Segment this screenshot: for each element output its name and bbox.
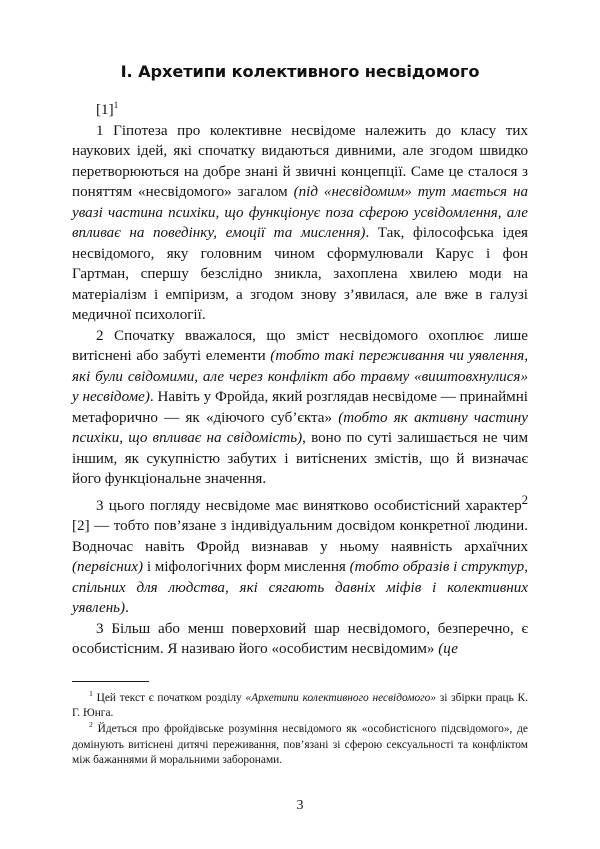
text-run: 2 Спочатку вважалося, що зміст несвідомого охоплює лише витіснені або забуті елементи <box>72 327 528 365</box>
text-run: . <box>125 600 129 617</box>
italic-run: (це <box>438 641 458 658</box>
footnote-marker: 1 <box>89 689 93 699</box>
page-title: I. Архетипи колективного несвідомого <box>120 62 480 81</box>
paragraph-4 <box>72 619 528 660</box>
italic-run: (тобто образів і структур, спільних для людства, які сягають давніх міфів і колективних уявлень) <box>72 559 528 617</box>
footnote-1 <box>72 691 528 721</box>
italic-run: «Архетипи колективного несвідомого» <box>245 692 437 704</box>
italic-run: (тобто такі переживання чи уявлення, які були свідомими, але через конфлікт або травму «виштовхнулися» у несвідоме) <box>72 348 528 406</box>
section-marker-label: [1] <box>96 102 114 119</box>
footnote-separator-rule <box>72 681 149 682</box>
paragraph-3-footnote-ref[interactable]: 2 <box>521 492 528 507</box>
text-run: 3 Більш або менш поверховий шар несвідомого, безперечно, є особистісним. Я називаю його «особистим несвідомим» <box>72 620 528 658</box>
footnotes-section <box>72 681 528 768</box>
text-run: 1 Гіпотеза про колективне несвідоме належить до класу тих наукових ідей, які спочатку видаються дивними, але згодом швидко перетворюються на добре знані й звичні концепції. Саме це сталося з поняттям «несвідомого» загалом <box>72 122 528 201</box>
text-run: Йдеться про фройдівське розуміння несвідомого як «особистісного підсвідомого», де домінують витіснені дитячі переживання, пов’язані зі сферою сексуальності та конфліктом між бажаннями й моральними заборонами. <box>72 723 528 766</box>
page-number: 3 <box>296 798 304 813</box>
paragraph-2 <box>72 326 528 490</box>
paragraph-1 <box>72 121 528 326</box>
text-run: . Навіть у Фройда, який розглядав несвідоме — принаймні метафорично — як «діючого суб’єкта» <box>72 389 528 426</box>
text-run: [2] — тобто пов’язане з індивідуальним досвідом конкретної людини. Водночас навіть Фройд визнавав у ньому наявність архаїчних <box>72 518 528 555</box>
paragraph-3 <box>72 490 528 619</box>
italic-run: (первісних) <box>72 559 144 576</box>
body-text-block <box>72 100 528 660</box>
footnote-2 <box>72 722 528 768</box>
text-run: Цей текст є початком розділу <box>92 692 246 704</box>
text-run: і міфологічних форм мислення <box>143 559 350 576</box>
italic-run: (під «несвідомим» тут мається на увазі частина психіки, що функціонує поза сферою усвідомлення, але впливає на поведінку, емоції та мислення) <box>72 184 528 242</box>
text-run: 3 цього погляду несвідоме має винятково особистісний характер <box>96 497 522 514</box>
text-run: зі збірки праць К. Г. Юнга. <box>72 692 528 720</box>
text-run: , воно по суті залишається не чим іншим, як сукупністю забутих і витіснених змістів, що й визначає його функціональне значення. <box>72 430 528 488</box>
section-marker-line <box>72 100 528 121</box>
italic-run: (тобто як активну частину психіки, що впливає на свідомість) <box>72 409 528 447</box>
text-run: . Так, філософська ідея несвідомого, яку головним чином сформулювали Карус і фон Гартман, спершу безслідно зникла, захоплена хвилею моди на матеріалізм і емпіризм, а згодом знову з’явилася, але вже в галузі медичної психології. <box>72 225 528 324</box>
footnote-ref-1[interactable]: 1 <box>113 101 119 112</box>
footnote-marker: 2 <box>89 720 93 730</box>
